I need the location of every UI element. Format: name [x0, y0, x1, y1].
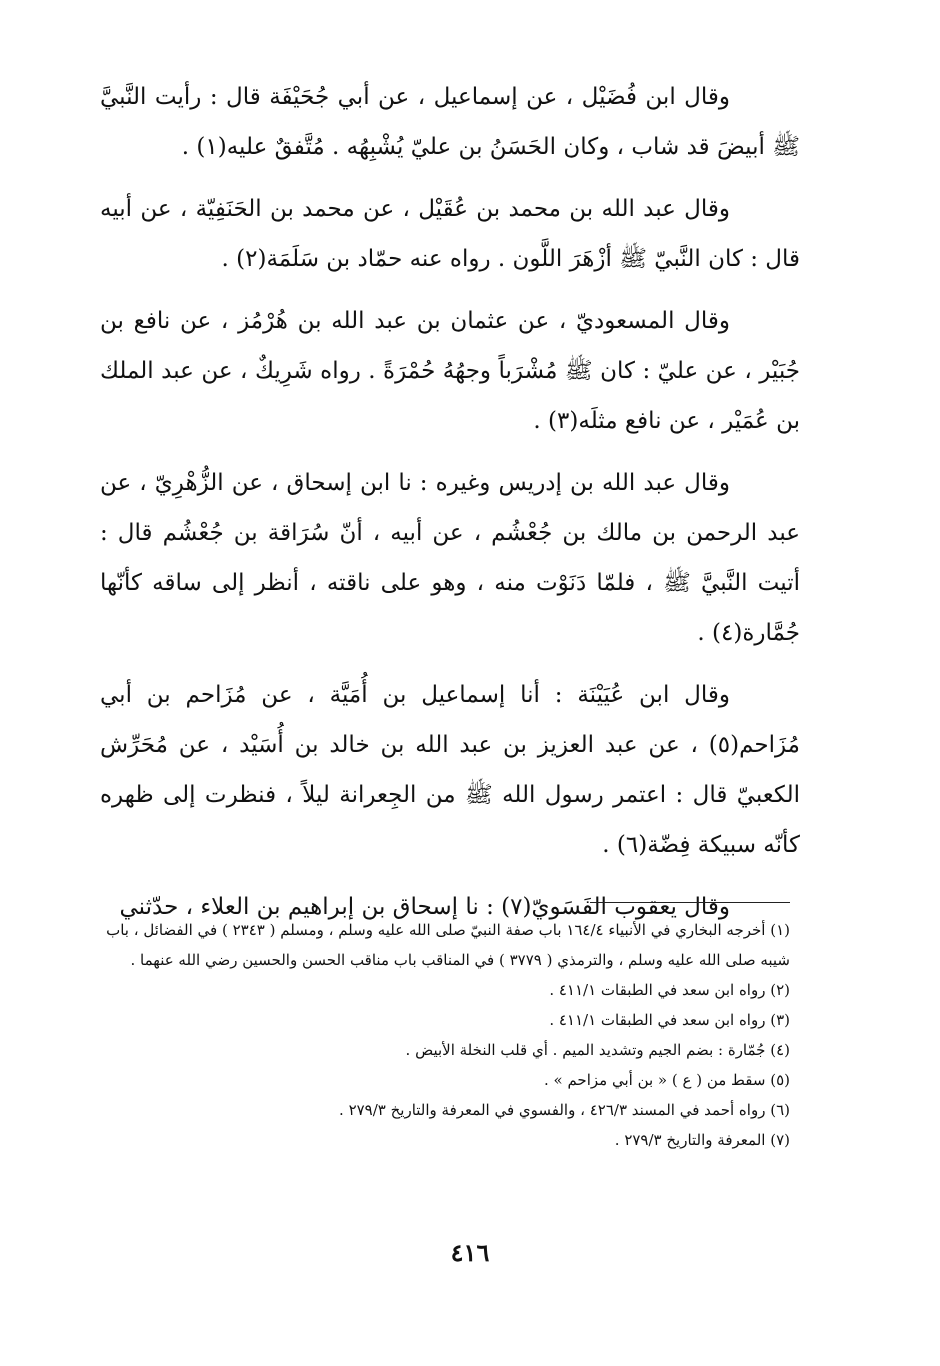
page-number: ٤١٦: [450, 1238, 490, 1267]
paragraph-6: وقال يعقوب الفَسَويّ(٧) : نا إسحاق بن إبراهيم بن العلاء ، حدّثني: [119, 894, 730, 920]
paragraph-2: وقال عبد الله بن محمد بن عُقَيْل ، عن محمد بن الحَنَفِيّة ، عن أبيه قال : كان النَّبيّ ﷺ أزْهَرَ اللَّون . رواه عنه حمّاد بن سَلَمَة(٢) .: [100, 196, 800, 272]
main-text: [100, 72, 800, 944]
footnote-3: (٣) رواه ابن سعد في الطبقات ٤١١/١ .: [549, 1011, 790, 1029]
footnote-5: (٥) سقط من ( ع ) « بن أبي مزاحم » .: [543, 1071, 790, 1089]
footnote-1: (١) أخرجه البخاري في الأنبياء ١٦٤/٤ باب صفة النبيّ صلى الله عليه وسلم ، ومسلم ( ٢٣٤٣ ) في الفضائل ، باب شيبه صلى الله عليه وسلم ، والترمذي ( ٣٧٧٩ ) في المناقب باب مناقب الحسن والحسين رضي الله عنهما .: [106, 921, 790, 969]
paragraph-1: وقال ابن فُضَيْل ، عن إسماعيل ، عن أبي جُحَيْفَة قال : رأيت النَّبيَّ ﷺ أبيضَ قد شاب ، وكان الحَسَنُ بن عليّ يُشْبِهُه . مُتَّفقٌ عليه(١) .: [100, 84, 800, 160]
paragraph-3: وقال المسعوديّ ، عن عثمان بن عبد الله بن هُرْمُز ، عن نافع بن جُبَيْر ، عن عليّ : كان ﷺ مُشْرَباً وجهُهُ حُمْرَةً . رواه شَرِيكٌ ، عن عبد الملك بن عُمَيْر ، عن نافع مثلَه(٣) .: [100, 308, 800, 434]
paragraph-5: وقال ابن عُيَيْنَة : أنا إسماعيل بن أُمَيَّة ، عن مُزَاحم بن أبي مُزَاحم(٥) ، عن عبد العزيز بن عبد الله بن خالد بن أُسَيْد ، عن مُحَرِّش الكعبيّ قال : اعتمر رسول الله ﷺ من الجِعرانة ليلاً ، فنظرت إلى ظهره كأنّه سبيكة فِضّة(٦) .: [100, 682, 800, 858]
footnotes: [100, 915, 790, 1155]
paragraph-4: وقال عبد الله بن إدريس وغيره : نا ابن إسحاق ، عن الزُّهْرِيّ ، عن عبد الرحمن بن مالك بن جُعْشُم ، عن أبيه ، أنّ سُرَاقة بن جُعْشُم قال : أتيت النَّبيَّ ﷺ ، فلمّا دَنَوْت منه ، وهو على ناقته ، أنظر إلى ساقه كأنّها جُمَّارة(٤) .: [100, 470, 800, 646]
footnote-6: (٦) رواه أحمد في المسند ٤٢٦/٣ ، والفسوي في المعرفة والتاريخ ٢٧٩/٣ .: [339, 1101, 790, 1119]
footnote-divider: [590, 902, 790, 903]
footnote-4: (٤) جُمّارة : بضم الجيم وتشديد الميم . أي قلب النخلة الأبيض .: [405, 1041, 790, 1059]
footnote-2: (٢) رواه ابن سعد في الطبقات ٤١١/١ .: [549, 981, 790, 999]
footnote-7: (٧) المعرفة والتاريخ ٢٧٩/٣ .: [614, 1131, 790, 1149]
